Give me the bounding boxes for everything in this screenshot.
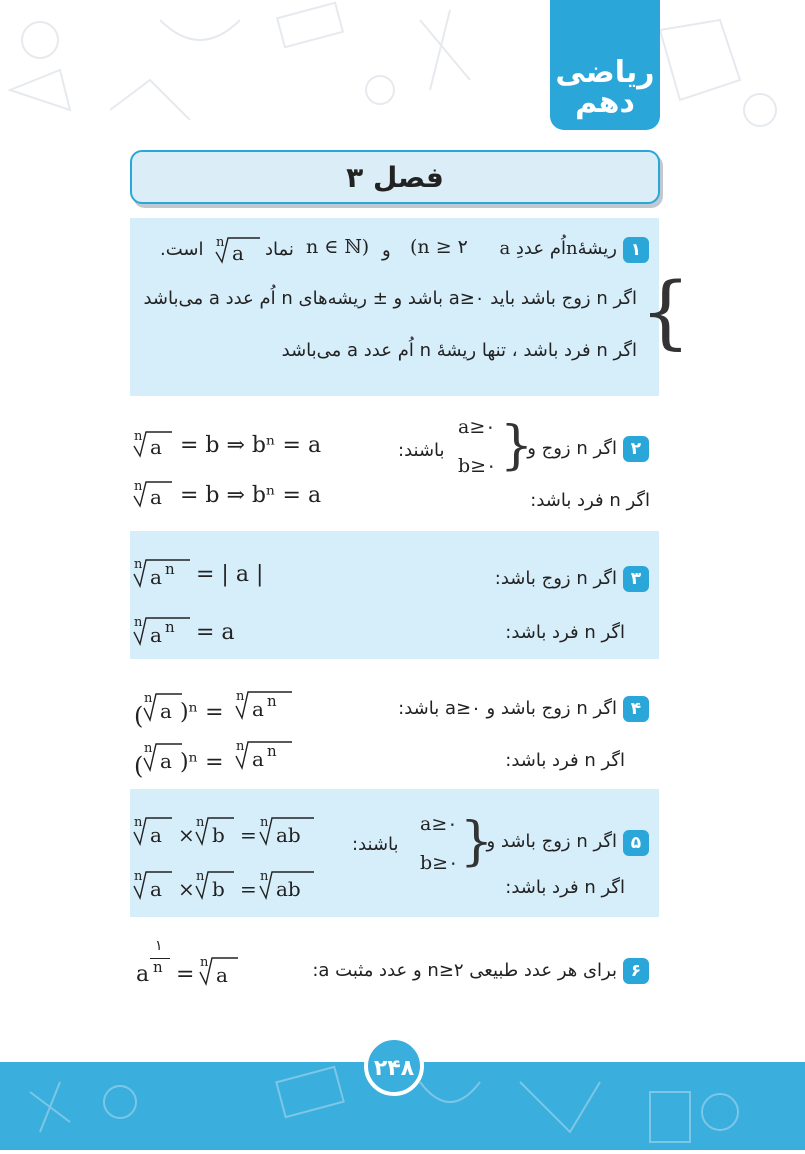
svg-text:n: n — [260, 869, 269, 884]
s4-inner-root-odd — [142, 738, 184, 776]
s1-brace: { — [640, 265, 691, 358]
svg-text:n: n — [134, 429, 143, 444]
svg-text:n: n — [196, 815, 205, 830]
svg-text:×: × — [178, 823, 195, 847]
svg-text:a: a — [150, 623, 162, 647]
svg-text:n: n — [134, 869, 143, 884]
svg-text:n: n — [165, 618, 175, 636]
s4-power-odd: )ⁿ = — [180, 750, 224, 775]
s2-formula-even: = b ⇒ bⁿ = a — [180, 433, 322, 458]
s2-cond-b: b≥۰ — [458, 455, 497, 477]
s1-root-symbol — [214, 232, 262, 268]
s3-result-odd: = a — [196, 620, 235, 645]
s6-frac-den: n — [153, 958, 163, 976]
svg-text:a: a — [150, 435, 162, 459]
svg-text:a: a — [252, 697, 264, 721]
svg-text:n: n — [216, 235, 225, 250]
s4-inner-root-even — [142, 688, 184, 726]
s2-root-even — [132, 426, 174, 462]
svg-text:=: = — [240, 823, 257, 847]
svg-text:n: n — [200, 955, 209, 970]
svg-text:ab: ab — [276, 823, 301, 847]
svg-text:n: n — [144, 741, 153, 756]
svg-text:n: n — [267, 742, 277, 760]
chapter-title: فصل ۳ — [346, 161, 444, 194]
s2-even-label: اگر n زوج و — [527, 438, 617, 459]
svg-text:n: n — [134, 615, 143, 630]
svg-text:n: n — [134, 557, 143, 572]
svg-text:n: n — [134, 815, 143, 830]
s2-cond-a: a≥۰ — [458, 416, 496, 438]
svg-text:a: a — [150, 485, 162, 509]
s4-odd-label: اگر n فرد باشد: — [505, 750, 625, 771]
s2-root-odd — [132, 476, 174, 512]
s2-even-suffix: باشند: — [398, 440, 445, 461]
section-4-badge: ۴ — [623, 696, 649, 722]
s6-equals: = — [176, 962, 195, 987]
s5-product-even — [132, 812, 317, 850]
grade-tab — [550, 0, 660, 130]
page-number: ۲۴۸ — [364, 1036, 424, 1096]
svg-text:n: n — [196, 869, 205, 884]
s3-result-even: = | a | — [196, 562, 264, 587]
svg-text:n: n — [134, 479, 143, 494]
svg-text:a: a — [160, 699, 172, 723]
svg-text:b: b — [212, 877, 225, 901]
s5-cond-a: a≥۰ — [420, 813, 458, 835]
s5-odd-label: اگر n فرد باشد: — [505, 877, 625, 898]
s2-brace: } — [500, 416, 534, 476]
s1-definition: ریشهٔnاُم عددِ a — [499, 238, 617, 259]
section-5-badge: ۵ — [623, 830, 649, 856]
s5-even-suffix: باشند: — [352, 834, 399, 855]
svg-text:ab: ab — [276, 877, 301, 901]
s1-symbol-word: نماد — [265, 239, 294, 260]
s1-conj: و — [382, 240, 391, 261]
s3-odd-label: اگر n فرد باشد: — [505, 622, 625, 643]
svg-text:a: a — [150, 877, 162, 901]
svg-text:n: n — [260, 815, 269, 830]
svg-text:a: a — [160, 749, 172, 773]
svg-text:=: = — [240, 877, 257, 901]
s1-even-case: اگر n زوج باشد باید a≥۰ باشد و ± ریشه‌های n اُم عدد a می‌باشد — [143, 288, 637, 309]
section-3-badge: ۳ — [623, 566, 649, 592]
s6-base: a — [136, 962, 150, 987]
svg-text:a: a — [252, 747, 264, 771]
svg-text:n: n — [267, 692, 277, 710]
s2-formula-odd: = b ⇒ bⁿ = a — [180, 483, 322, 508]
tab-grade: دهم — [575, 85, 635, 120]
s4-paren-odd: ( — [134, 752, 144, 780]
s4-paren-even: ( — [134, 702, 144, 730]
s5-brace: } — [460, 812, 494, 872]
tab-subject: ریاضی — [555, 55, 655, 90]
s1-odd-case: اگر n فرد باشد ، تنها ریشهٔ n اُم عدد a می‌باشد — [281, 340, 637, 361]
section-1-badge: ۱ — [623, 237, 649, 263]
svg-text:n: n — [144, 691, 153, 706]
s5-cond-b: b≥۰ — [420, 852, 459, 874]
svg-text:n: n — [236, 689, 245, 704]
svg-text:n: n — [165, 560, 175, 578]
svg-text:n: n — [236, 739, 245, 754]
section-6-badge: ۶ — [623, 958, 649, 984]
chapter-header — [130, 150, 660, 204]
s6-label: برای هر عدد طبیعی n≥۲ و عدد مثبت a: — [312, 960, 617, 981]
s3-root-odd — [132, 612, 192, 650]
s1-natural: n ∈ ℕ) — [306, 236, 370, 258]
s1-is: است. — [160, 239, 204, 260]
s4-even-label: اگر n زوج باشد و a≥۰ باشد: — [398, 698, 617, 719]
svg-text:a: a — [150, 823, 162, 847]
s6-frac-num: ۱ — [155, 938, 163, 954]
svg-text:×: × — [178, 877, 195, 901]
s6-root — [198, 952, 240, 990]
svg-text:a: a — [216, 963, 228, 987]
background-doodles — [0, 0, 805, 140]
s2-odd-label: اگر n فرد باشد: — [530, 490, 650, 511]
svg-text:a: a — [150, 565, 162, 589]
s1-condition: (n ≥ ۲ — [410, 236, 468, 258]
svg-text:a: a — [232, 241, 244, 265]
svg-text:b: b — [212, 823, 225, 847]
section-2-badge: ۲ — [623, 436, 649, 462]
s4-outer-root-even — [234, 686, 294, 726]
s4-power-even: )ⁿ = — [180, 700, 224, 725]
s4-outer-root-odd — [234, 736, 294, 776]
s3-even-label: اگر n زوج باشد: — [494, 568, 617, 589]
s5-product-odd — [132, 866, 317, 904]
s5-even-label: اگر n زوج باشد و — [486, 831, 617, 852]
s3-root-even — [132, 554, 192, 592]
